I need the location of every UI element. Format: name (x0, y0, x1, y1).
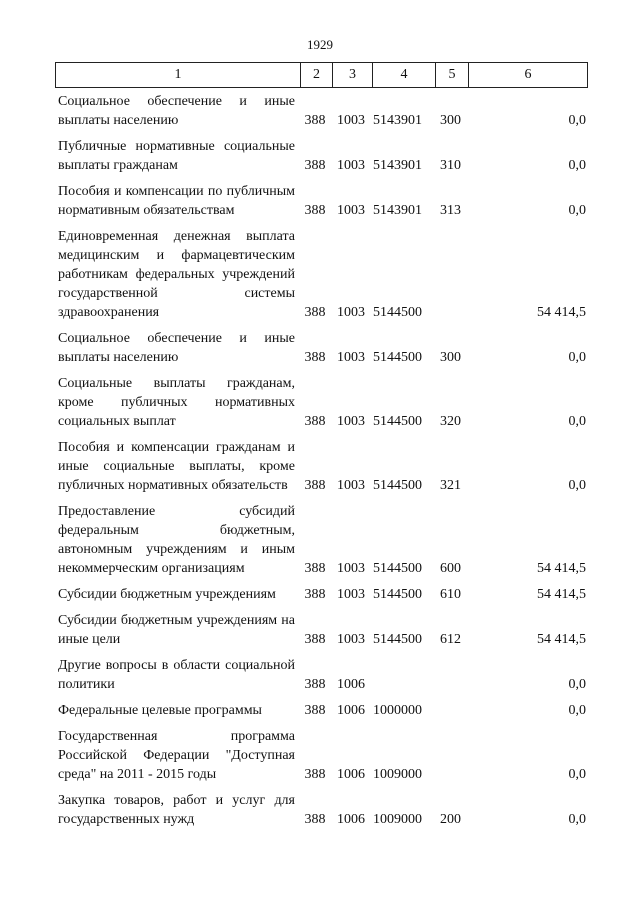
row-ministry-code: 388 (304, 305, 326, 320)
column-header-3: 3 (332, 63, 372, 87)
page-number: 1929 (307, 37, 333, 52)
row-name: Пособия и компенсации гражданам и иные социальные выплаты, кроме публичных нормативных обязательств (58, 440, 295, 493)
row-section-code: 1003 (337, 414, 365, 429)
row-ministry-code: 388 (304, 203, 326, 218)
row-section-code: 1006 (337, 703, 365, 718)
row-amount: 0,0 (568, 113, 586, 128)
table-row (55, 791, 588, 829)
row-target-code: 5144500 (373, 561, 422, 576)
row-amount: 0,0 (568, 677, 586, 692)
table-row (55, 438, 588, 495)
row-amount: 0,0 (568, 158, 586, 173)
row-expense-type: 310 (440, 158, 461, 173)
row-target-code: 5144500 (373, 350, 422, 365)
row-target-code: 5143901 (373, 158, 422, 173)
row-section-code: 1003 (337, 305, 365, 320)
row-amount: 54 414,5 (537, 587, 586, 602)
row-target-code: 1009000 (373, 767, 422, 782)
table-row (55, 92, 588, 130)
row-ministry-code: 388 (304, 587, 326, 602)
row-ministry-code: 388 (304, 703, 326, 718)
row-name: Социальное обеспечение и иные выплаты населению (58, 94, 295, 128)
row-ministry-code: 388 (304, 677, 326, 692)
row-section-code: 1006 (337, 812, 365, 827)
row-section-code: 1003 (337, 113, 365, 128)
row-ministry-code: 388 (304, 561, 326, 576)
table-row (55, 374, 588, 431)
row-ministry-code: 388 (304, 414, 326, 429)
row-name: Государственная программа Российской Федерации "Доступная среда" на 2011 - 2015 годы (58, 729, 295, 782)
row-name: Публичные нормативные социальные выплаты гражданам (58, 139, 295, 173)
column-header-6: 6 (468, 63, 587, 87)
row-target-code: 5144500 (373, 414, 422, 429)
row-name: Единовременная денежная выплата медицинским и фармацевтическим работникам федеральных учреждений государственной системы здравоохранения (58, 229, 295, 320)
row-name: Федеральные целевые программы (58, 703, 262, 718)
row-ministry-code: 388 (304, 632, 326, 647)
row-section-code: 1003 (337, 587, 365, 602)
row-amount: 0,0 (568, 350, 586, 365)
row-amount: 0,0 (568, 767, 586, 782)
row-amount: 54 414,5 (537, 305, 586, 320)
row-expense-type: 610 (440, 587, 461, 602)
row-name: Предоставление субсидий федеральным бюджетным, автономным учреждениям и иным некоммерческим организациям (58, 504, 295, 576)
row-section-code: 1003 (337, 478, 365, 493)
table-row (55, 502, 588, 578)
row-ministry-code: 388 (304, 113, 326, 128)
row-target-code: 1000000 (373, 703, 422, 718)
row-target-code: 5144500 (373, 478, 422, 493)
column-header-4: 4 (372, 63, 435, 87)
row-expense-type: 300 (440, 350, 461, 365)
table-row (55, 329, 588, 367)
row-expense-type: 600 (440, 561, 461, 576)
row-section-code: 1003 (337, 561, 365, 576)
table-row (55, 585, 588, 604)
row-name: Субсидии бюджетным учреждениям (58, 587, 276, 602)
row-target-code: 5143901 (373, 113, 422, 128)
row-expense-type: 300 (440, 113, 461, 128)
row-name: Социальные выплаты гражданам, кроме публичных нормативных социальных выплат (58, 376, 295, 429)
column-header-2: 2 (300, 63, 332, 87)
row-target-code: 5144500 (373, 587, 422, 602)
row-section-code: 1003 (337, 632, 365, 647)
table-header (55, 62, 588, 88)
row-ministry-code: 388 (304, 812, 326, 827)
row-ministry-code: 388 (304, 478, 326, 493)
row-ministry-code: 388 (304, 767, 326, 782)
row-name: Социальное обеспечение и иные выплаты населению (58, 331, 295, 365)
row-target-code: 5143901 (373, 203, 422, 218)
table-row (55, 656, 588, 694)
row-target-code: 5144500 (373, 632, 422, 647)
table-row (55, 182, 588, 220)
row-amount: 54 414,5 (537, 632, 586, 647)
row-expense-type: 612 (440, 632, 461, 647)
table-body (55, 92, 588, 836)
row-section-code: 1003 (337, 203, 365, 218)
row-target-code: 5144500 (373, 305, 422, 320)
row-expense-type: 320 (440, 414, 461, 429)
row-amount: 0,0 (568, 414, 586, 429)
row-name: Другие вопросы в области социальной политики (58, 658, 295, 692)
table-row (55, 227, 588, 322)
row-section-code: 1003 (337, 158, 365, 173)
row-amount: 54 414,5 (537, 561, 586, 576)
row-amount: 0,0 (568, 703, 586, 718)
row-name: Пособия и компенсации по публичным нормативным обязательствам (58, 184, 295, 218)
row-section-code: 1006 (337, 767, 365, 782)
column-header-1: 1 (174, 67, 182, 82)
row-name: Субсидии бюджетным учреждениям на иные цели (58, 613, 295, 647)
row-amount: 0,0 (568, 203, 586, 218)
row-expense-type: 313 (440, 203, 461, 218)
row-section-code: 1006 (337, 677, 365, 692)
column-header-5: 5 (435, 63, 468, 87)
row-ministry-code: 388 (304, 350, 326, 365)
row-expense-type: 321 (440, 478, 461, 493)
table-row (55, 701, 588, 720)
row-name: Закупка товаров, работ и услуг для государственных нужд (58, 793, 295, 827)
row-section-code: 1003 (337, 350, 365, 365)
table-row (55, 137, 588, 175)
row-amount: 0,0 (568, 478, 586, 493)
table-row (55, 611, 588, 649)
row-target-code: 1009000 (373, 812, 422, 827)
row-ministry-code: 388 (304, 158, 326, 173)
row-expense-type: 200 (440, 812, 461, 827)
row-amount: 0,0 (568, 812, 586, 827)
table-row (55, 727, 588, 784)
